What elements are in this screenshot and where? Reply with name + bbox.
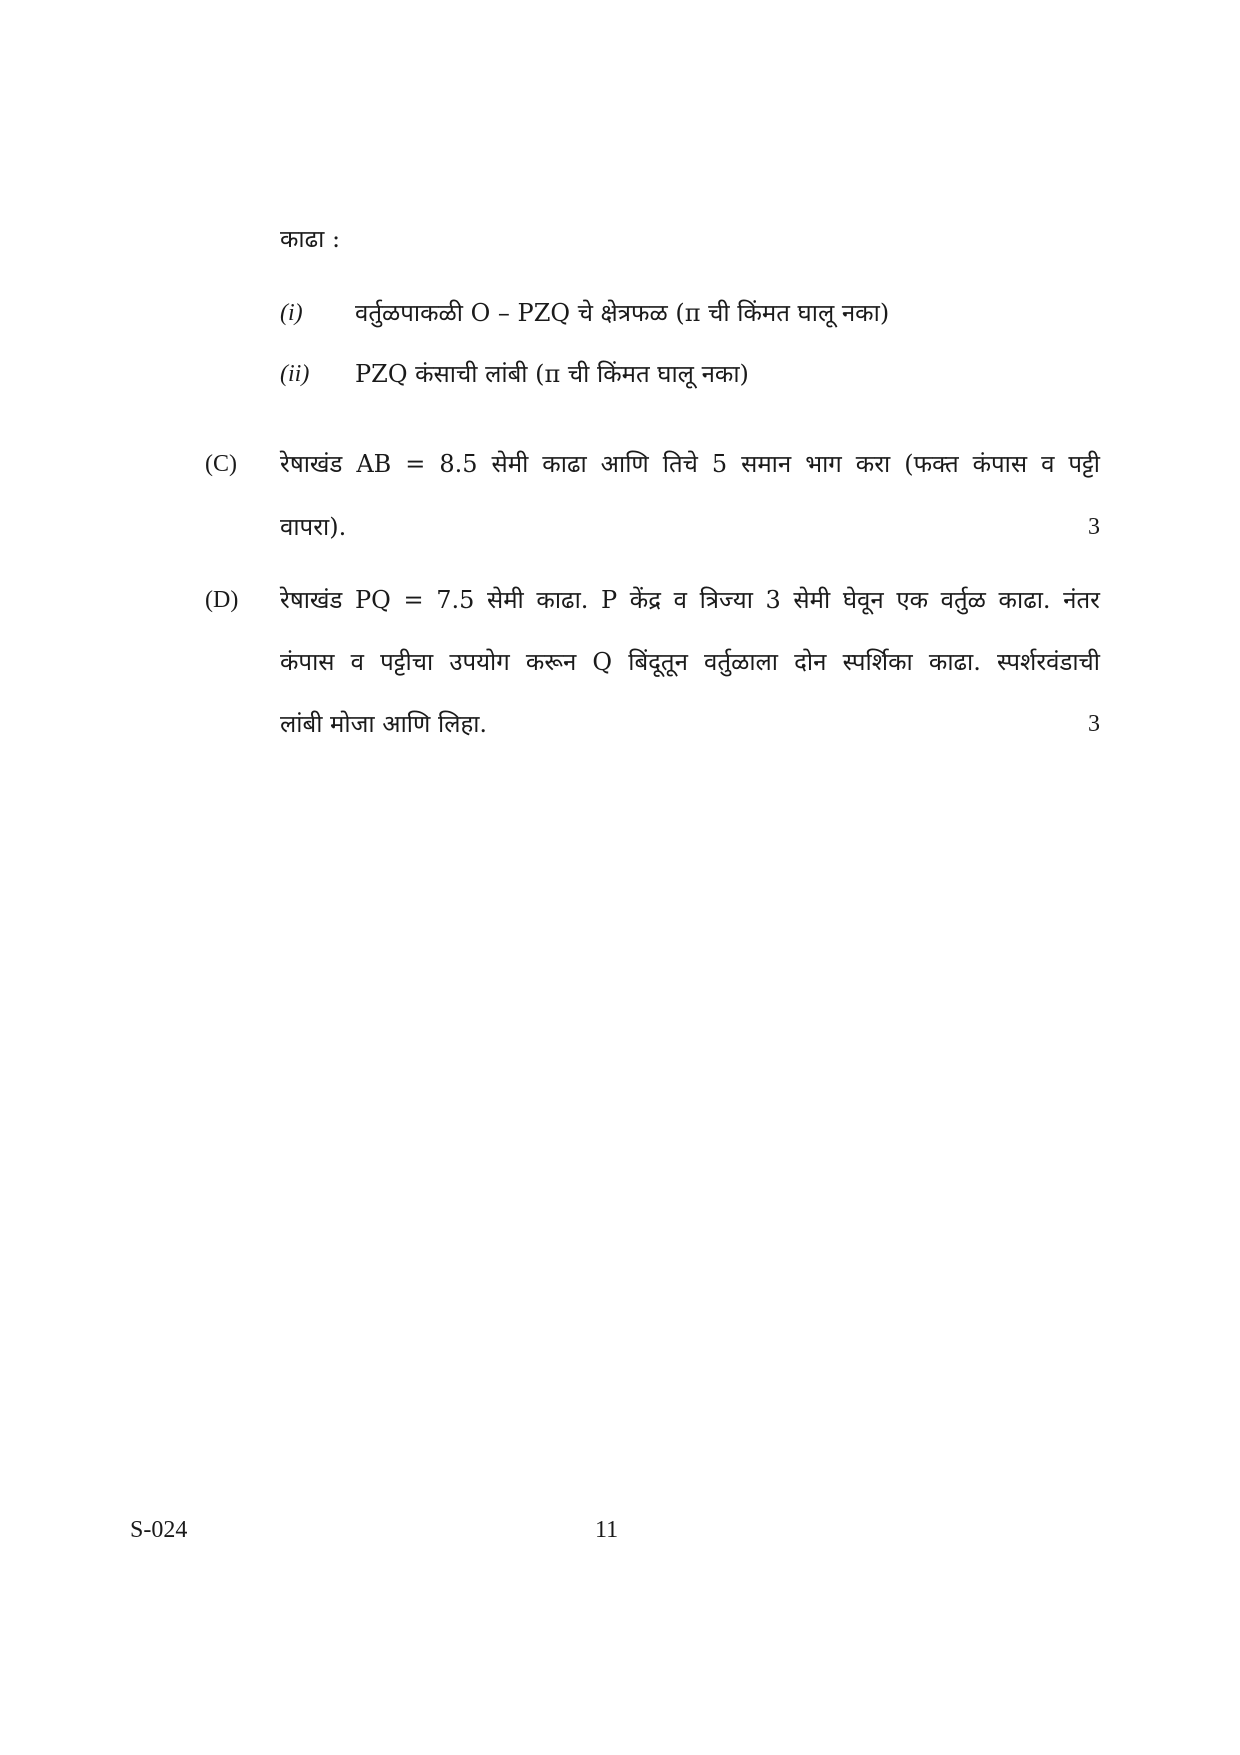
question-c-marks: 3 [1088,514,1100,540]
subitem-i-label: (i) [280,300,303,326]
question-d-label: (D) [205,587,239,613]
intro-text: काढा : [280,225,341,253]
question-d-marks: 3 [1088,711,1100,737]
question-c-label: (C) [205,451,237,477]
subitem-ii-label: (ii) [280,361,310,387]
paper-code: S-024 [130,1517,188,1543]
question-d-line-3: लांबी मोजा आणि लिहा. [280,710,488,738]
question-c-line-2: वापरा). [280,513,347,541]
question-c-line-1: रेषाखंड AB = 8.5 सेमी काढा आणि तिचे 5 समान भाग करा (फक्त कंपास व पट्टी [280,450,1100,478]
question-d-line-1: रेषाखंड PQ = 7.5 सेमी काढा. P केंद्र व त्रिज्या 3 सेमी घेवून एक वर्तुळ काढा. नंतर [280,586,1100,614]
subitem-i-text: वर्तुळपाकळी O – PZQ चे क्षेत्रफळ (π ची किंमत घालू नका) [355,299,890,327]
subitem-ii-text: PZQ कंसाची लांबी (π ची किंमत घालू नका) [355,360,749,388]
question-d-line-2: कंपास व पट्टीचा उपयोग करून Q बिंदूतून वर्तुळाला दोन स्पर्शिका काढा. स्पर्शरवंडाची [280,648,1100,676]
page-number: 11 [595,1517,619,1543]
